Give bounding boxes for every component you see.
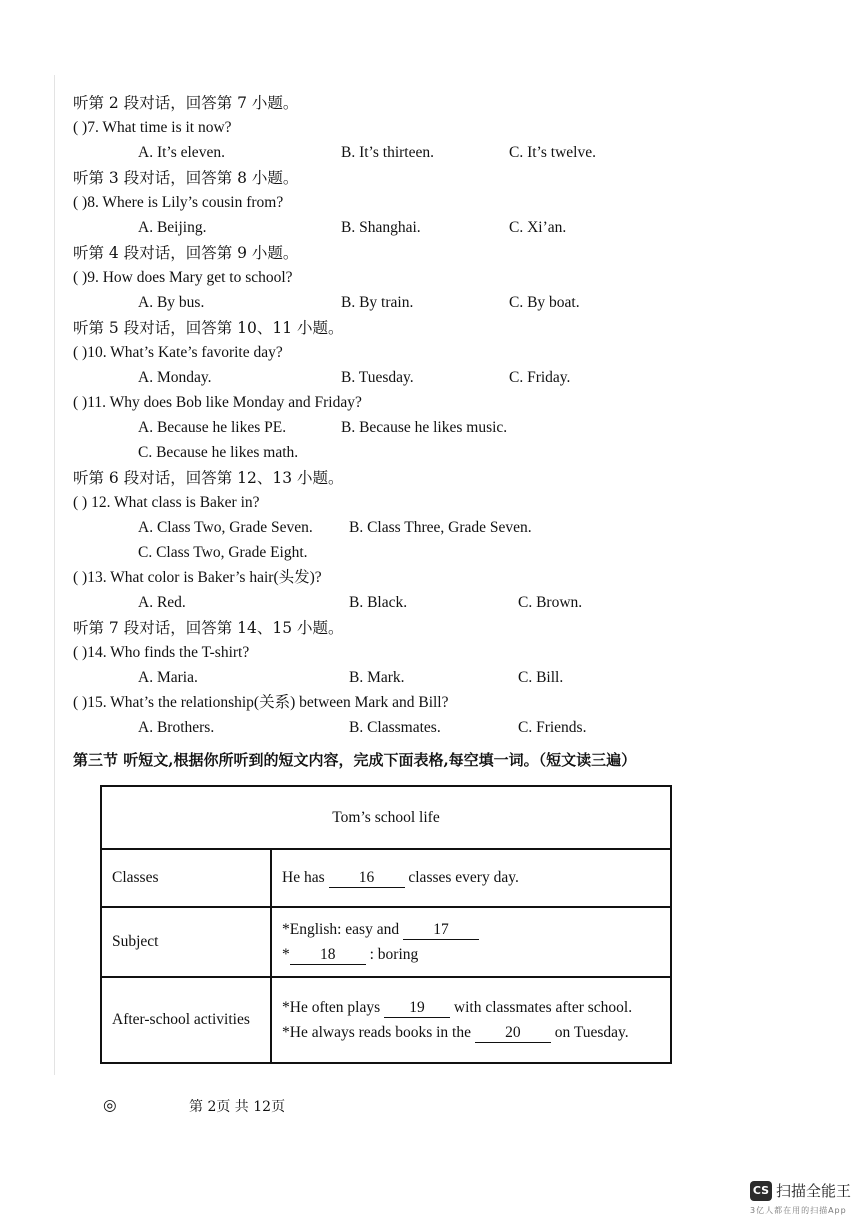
question-9-option-c: C. By boat. (509, 294, 580, 311)
activities-line-2 (282, 1020, 660, 1045)
question-10-stem: ( )10. What’s Kate’s favorite day? (73, 344, 283, 361)
subject-l1-prefix: *English: easy and (282, 921, 403, 938)
question-15-option-a: A. Brothers. (138, 719, 215, 736)
question-12-option-a: A. Class Two, Grade Seven. (138, 519, 313, 536)
classes-suffix: classes every day. (404, 868, 519, 886)
question-11-option-a: A. Because he likes PE. (138, 419, 287, 436)
question-12-option-c: C. Class Two, Grade Eight. (138, 544, 308, 561)
row-label-classes: Classes (101, 849, 271, 907)
question-12-stem: ( ) 12. What class is Baker in? (73, 494, 260, 511)
table-row (101, 849, 671, 907)
activities-l1-suffix: with classmates after school. (450, 999, 633, 1016)
question-11-option-c: C. Because he likes math. (138, 444, 299, 461)
question-7-stem: ( )7. What time is it now? (73, 119, 232, 136)
question-11-stem: ( )11. Why does Bob like Monday and Friday? (73, 394, 362, 411)
subject-l2-prefix: * (282, 946, 290, 963)
question-8-option-b: B. Shanghai. (341, 219, 421, 236)
question-11-option-b: B. Because he likes music. (341, 419, 508, 436)
subject-line-1 (282, 917, 660, 942)
question-7-option-a: A. It’s eleven. (138, 144, 225, 161)
section-3-heading: 第三节 听短文,根据你所听到的短文内容，完成下面表格,每空填一词。（短文读三遍） (73, 751, 637, 769)
question-7-option-c: C. It’s twelve. (509, 144, 596, 161)
blank-20: 20 (475, 1024, 551, 1043)
subject-l2-suffix: : boring (365, 946, 419, 963)
question-12-option-b: B. Class Three, Grade Seven. (349, 519, 532, 536)
subject-line-2 (282, 942, 660, 967)
section-dialogue-6: 听第 6 段对话，回答第 12、13 小题。 (73, 469, 344, 487)
section-dialogue-4: 听第 4 段对话，回答第 9 小题。 (73, 244, 299, 262)
classes-prefix: He has (282, 868, 329, 886)
question-13-option-c: C. Brown. (518, 594, 583, 611)
table-row (101, 977, 671, 1063)
question-15-option-c: C. Friends. (518, 719, 587, 736)
table-row (101, 907, 671, 977)
question-10-option-c: C. Friday. (509, 369, 571, 386)
scanner-logo: CS (750, 1181, 772, 1201)
question-9-option-a: A. By bus. (138, 294, 205, 311)
question-8-option-a: A. Beijing. (138, 219, 207, 236)
footer-symbol: ◎ (103, 1097, 117, 1114)
blank-18: 18 (290, 946, 366, 965)
activities-l1-prefix: *He often plays (282, 999, 385, 1016)
blank-19: 19 (384, 999, 450, 1018)
section-dialogue-7: 听第 7 段对话，回答第 14、15 小题。 (73, 619, 344, 637)
question-14-option-b: B. Mark. (349, 669, 405, 686)
scanner-tagline: 3亿人都在用的扫描App (750, 1206, 847, 1215)
question-15-option-b: B. Classmates. (349, 719, 441, 736)
blank-17: 17 (403, 921, 479, 940)
row-label-subject: Subject (101, 907, 271, 977)
question-15-stem: ( )15. What’s the relationship(关系) between Mark and Bill? (73, 694, 449, 711)
question-14-option-a: A. Maria. (138, 669, 198, 686)
table-title: Tom’s school life (101, 786, 671, 849)
question-7-option-b: B. It’s thirteen. (341, 144, 434, 161)
question-8-option-c: C. Xi’an. (509, 219, 567, 236)
row-content-subject (271, 907, 671, 977)
question-8-stem: ( )8. Where is Lily’s cousin from? (73, 194, 284, 211)
activities-l2-prefix: *He always reads books in the (282, 1024, 475, 1041)
question-9-option-b: B. By train. (341, 294, 414, 311)
row-content-classes (271, 849, 671, 907)
page-number: 第 2页 共 12页 (189, 1099, 286, 1115)
question-9-stem: ( )9. How does Mary get to school? (73, 269, 293, 286)
activities-l2-suffix: on Tuesday. (550, 1024, 629, 1041)
margin-line (54, 75, 55, 1075)
question-10-option-a: A. Monday. (138, 369, 212, 386)
row-content-activities (271, 977, 671, 1063)
question-13-option-b: B. Black. (349, 594, 408, 611)
question-14-option-c: C. Bill. (518, 669, 564, 686)
question-13-stem: ( )13. What color is Baker’s hair(头发)? (73, 569, 322, 586)
scanner-brand: 扫描全能王 (776, 1182, 852, 1200)
question-10-option-b: B. Tuesday. (341, 369, 414, 386)
section-dialogue-5: 听第 5 段对话，回答第 10、11 小题。 (73, 319, 344, 337)
blank-16: 16 (329, 869, 405, 888)
section-dialogue-2: 听第 2 段对话，回答第 7 小题。 (73, 94, 299, 112)
school-life-table (100, 785, 672, 1064)
question-14-stem: ( )14. Who finds the T-shirt? (73, 644, 250, 661)
row-label-activities: After-school activities (101, 977, 271, 1063)
section-dialogue-3: 听第 3 段对话，回答第 8 小题。 (73, 169, 299, 187)
activities-line-1 (282, 995, 660, 1020)
question-13-option-a: A. Red. (138, 594, 186, 611)
